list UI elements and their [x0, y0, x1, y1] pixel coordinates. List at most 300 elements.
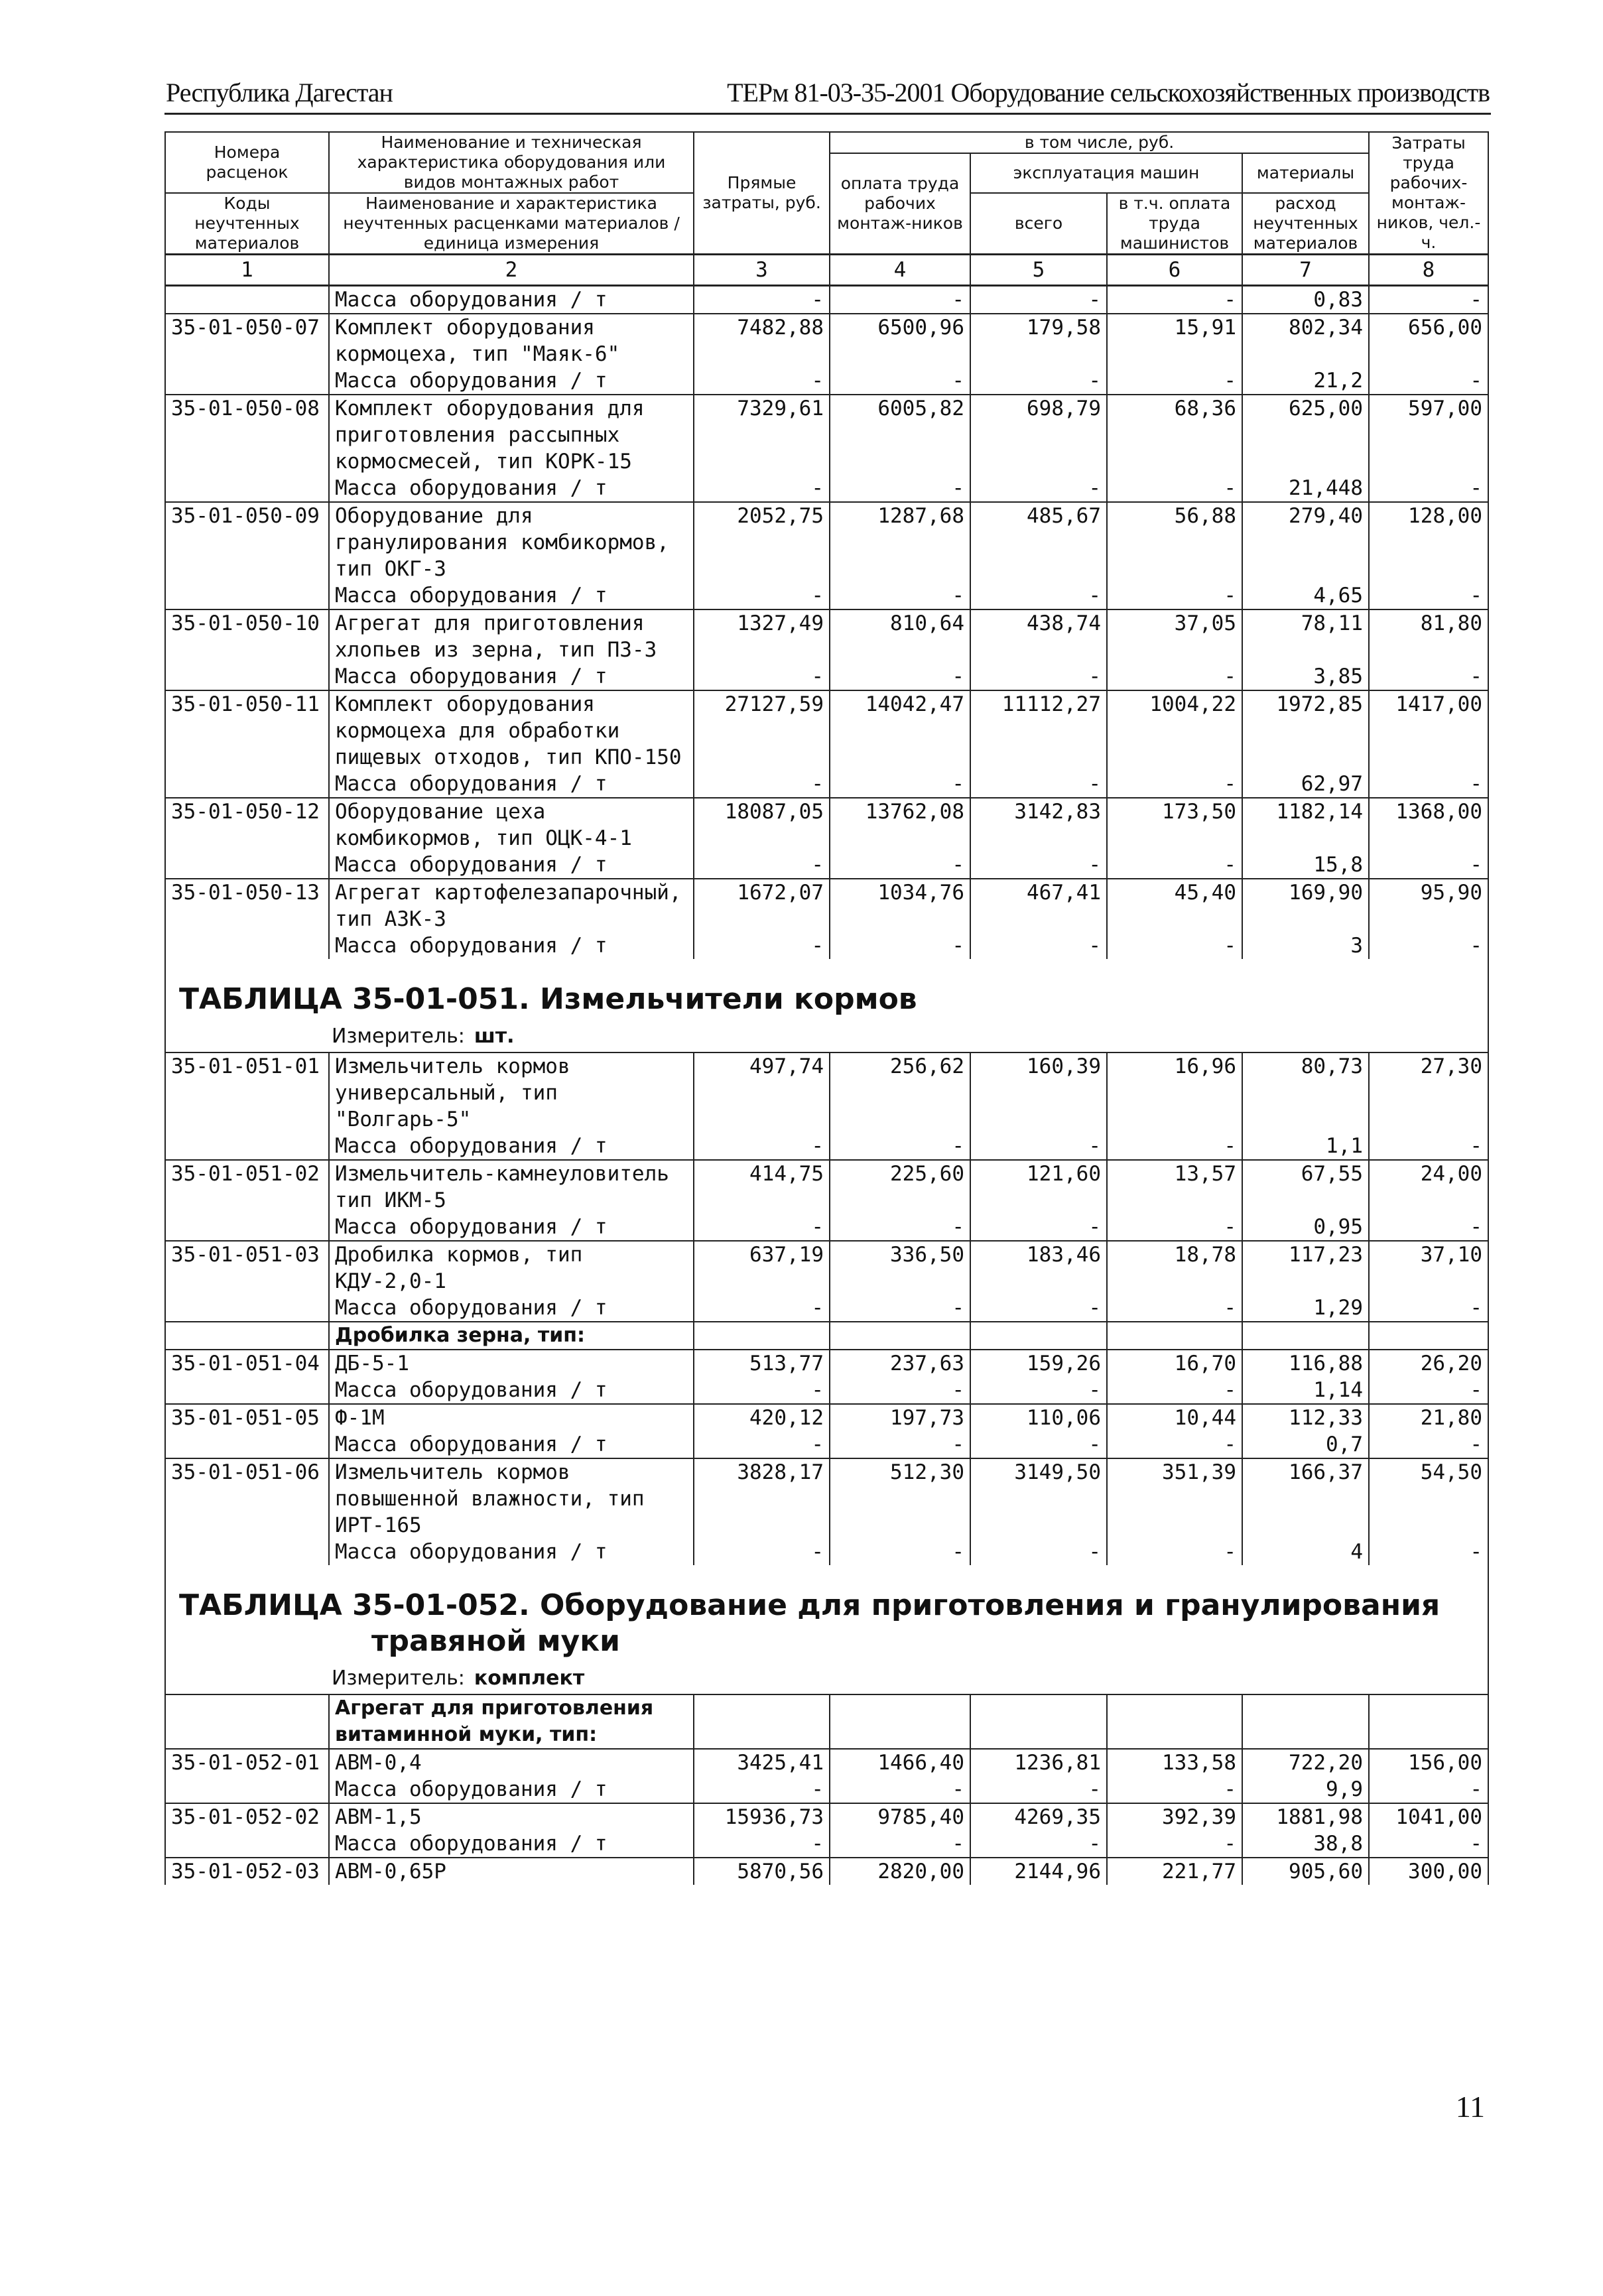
- rate-code: 35-01-050-11: [165, 690, 329, 771]
- table-row: [165, 502, 1488, 582]
- mass-value: 0,83: [1242, 286, 1369, 314]
- mass-value: 38,8: [1242, 1830, 1369, 1858]
- rate-code: 35-01-051-04: [165, 1350, 329, 1377]
- worker-pay-value: 1287,68: [830, 502, 970, 582]
- cell-dash: -: [694, 1830, 830, 1858]
- labor-hours-value: 1368,00: [1369, 798, 1488, 852]
- rate-code: 35-01-052-02: [165, 1803, 329, 1830]
- worker-pay-value: 2820,00: [830, 1858, 970, 1885]
- machines-total-value: 4269,35: [970, 1803, 1107, 1830]
- table-row: [165, 1241, 1488, 1295]
- mass-row: [165, 582, 1488, 609]
- machinist-pay-value: 133,58: [1107, 1749, 1242, 1776]
- item-name: Комплект оборудования кормоцеха, тип "Маяк-6": [329, 314, 694, 367]
- cell-dash: -: [830, 1377, 970, 1404]
- cell-dash: -: [694, 932, 830, 959]
- cell-dash: -: [970, 1133, 1107, 1160]
- mass-label: Масса оборудования / т: [329, 1295, 694, 1322]
- cell-dash: -: [1107, 1431, 1242, 1458]
- cell-dash: -: [1369, 1539, 1488, 1565]
- machines-total-value: 121,60: [970, 1160, 1107, 1214]
- mass-value: 21,2: [1242, 367, 1369, 395]
- direct-costs-value: 497,74: [694, 1052, 830, 1133]
- col-group-machines: эксплуатация машин: [970, 153, 1242, 193]
- empty-cell: [1242, 1322, 1369, 1350]
- empty-cell: [165, 1133, 329, 1160]
- cell-dash: -: [694, 286, 830, 314]
- direct-costs-value: 513,77: [694, 1350, 830, 1377]
- table-row: [165, 690, 1488, 771]
- cell-dash: -: [1369, 663, 1488, 690]
- cell-dash: -: [694, 1214, 830, 1241]
- mass-row: [165, 663, 1488, 690]
- subheading-row: [165, 1322, 1488, 1350]
- rate-code: 35-01-050-12: [165, 798, 329, 852]
- cell-dash: -: [970, 1377, 1107, 1404]
- unit-row: [165, 1663, 1488, 1694]
- rate-code: 35-01-050-07: [165, 314, 329, 367]
- mass-row: [165, 1133, 1488, 1160]
- worker-pay-value: 256,62: [830, 1052, 970, 1133]
- mass-label: Масса оборудования / т: [329, 771, 694, 798]
- empty-cell: [1369, 1694, 1488, 1749]
- empty-cell: [694, 1322, 830, 1350]
- labor-hours-value: 21,80: [1369, 1404, 1488, 1431]
- cell-dash: -: [970, 1539, 1107, 1565]
- materials-value: 722,20: [1242, 1749, 1369, 1776]
- materials-value: 166,37: [1242, 1458, 1369, 1539]
- cell-dash: -: [1369, 771, 1488, 798]
- cell-dash: -: [830, 286, 970, 314]
- page-header: [164, 72, 1491, 115]
- machinist-pay-value: 37,05: [1107, 609, 1242, 663]
- mass-row: [165, 771, 1488, 798]
- empty-cell: [694, 1694, 830, 1749]
- direct-costs-value: 414,75: [694, 1160, 830, 1214]
- worker-pay-value: 336,50: [830, 1241, 970, 1295]
- mass-value: 9,9: [1242, 1776, 1369, 1803]
- cell-dash: -: [830, 1214, 970, 1241]
- table-row: [165, 1858, 1488, 1885]
- labor-hours-value: 37,10: [1369, 1241, 1488, 1295]
- cell-dash: -: [694, 1133, 830, 1160]
- cell-dash: -: [1369, 475, 1488, 502]
- mass-label: Масса оборудования / т: [329, 475, 694, 502]
- direct-costs-value: 18087,05: [694, 798, 830, 852]
- cell-dash: -: [830, 1295, 970, 1322]
- materials-value: 625,00: [1242, 395, 1369, 475]
- worker-pay-value: 512,30: [830, 1458, 970, 1539]
- cell-dash: -: [1107, 1377, 1242, 1404]
- mass-value: 1,29: [1242, 1295, 1369, 1322]
- cell-dash: -: [970, 475, 1107, 502]
- labor-hours-value: 81,80: [1369, 609, 1488, 663]
- machinist-pay-value: 351,39: [1107, 1458, 1242, 1539]
- cell-dash: -: [694, 1377, 830, 1404]
- rate-code: 35-01-051-01: [165, 1052, 329, 1133]
- cell-dash: -: [694, 1295, 830, 1322]
- machines-total-value: 183,46: [970, 1241, 1107, 1295]
- unit-row: [165, 1021, 1488, 1052]
- machinist-pay-value: 13,57: [1107, 1160, 1242, 1214]
- item-name: Измельчитель-камнеуловитель тип ИКМ-5: [329, 1160, 694, 1214]
- worker-pay-value: 14042,47: [830, 690, 970, 771]
- cell-dash: -: [830, 1776, 970, 1803]
- mass-label: Масса оборудования / т: [329, 1776, 694, 1803]
- table-row: [165, 395, 1488, 475]
- mass-value: 15,8: [1242, 852, 1369, 879]
- column-number: 3: [694, 255, 830, 286]
- rate-code: 35-01-050-08: [165, 395, 329, 475]
- col-machinist-pay: в т.ч. оплата труда машинистов: [1107, 193, 1242, 255]
- mass-row: [165, 1830, 1488, 1858]
- cell-dash: -: [1107, 1776, 1242, 1803]
- col-machines-total: всего: [970, 193, 1107, 255]
- labor-hours-value: 27,30: [1369, 1052, 1488, 1133]
- mass-row: [165, 1539, 1488, 1565]
- materials-value: 169,90: [1242, 879, 1369, 932]
- cell-dash: -: [970, 582, 1107, 609]
- rate-code: 35-01-051-05: [165, 1404, 329, 1431]
- machines-total-value: 160,39: [970, 1052, 1107, 1133]
- col-group-including: в том числе, руб.: [830, 132, 1369, 153]
- direct-costs-value: 2052,75: [694, 502, 830, 582]
- mass-value: 3,85: [1242, 663, 1369, 690]
- direct-costs-value: 1672,07: [694, 879, 830, 932]
- cell-dash: -: [830, 771, 970, 798]
- table-title-line: ТАБЛИЦА 35-01-052. Оборудование для приготовления и гранулирования: [179, 1588, 1441, 1622]
- col-rate-number: Номера расценок: [165, 132, 329, 193]
- subheading-row: [165, 1694, 1488, 1749]
- mass-label: Масса оборудования / т: [329, 1214, 694, 1241]
- cell-dash: -: [1369, 1377, 1488, 1404]
- empty-cell: [165, 582, 329, 609]
- direct-costs-value: 637,19: [694, 1241, 830, 1295]
- item-name: Оборудование цеха комбикормов, тип ОЦК-4-1: [329, 798, 694, 852]
- mass-value: 21,448: [1242, 475, 1369, 502]
- machines-total-value: 3149,50: [970, 1458, 1107, 1539]
- cell-dash: -: [1107, 1539, 1242, 1565]
- cell-dash: -: [830, 1830, 970, 1858]
- cell-dash: -: [1369, 1295, 1488, 1322]
- empty-cell: [830, 1694, 970, 1749]
- machines-total-value: 110,06: [970, 1404, 1107, 1431]
- cell-dash: -: [694, 582, 830, 609]
- worker-pay-value: 197,73: [830, 1404, 970, 1431]
- rate-code: 35-01-051-03: [165, 1241, 329, 1295]
- table-row: [165, 798, 1488, 852]
- unit-cell: [165, 1021, 1488, 1052]
- materials-value: 117,23: [1242, 1241, 1369, 1295]
- cell-dash: -: [970, 852, 1107, 879]
- worker-pay-value: 225,60: [830, 1160, 970, 1214]
- mass-label: Масса оборудования / т: [329, 1539, 694, 1565]
- cell-dash: -: [970, 771, 1107, 798]
- cell-dash: -: [1107, 771, 1242, 798]
- rates-table: [164, 131, 1489, 1885]
- table-row: [165, 879, 1488, 932]
- cell-dash: -: [830, 852, 970, 879]
- mass-value: 1,14: [1242, 1377, 1369, 1404]
- labor-hours-value: 1041,00: [1369, 1803, 1488, 1830]
- labor-hours-value: 128,00: [1369, 502, 1488, 582]
- mass-row: [165, 286, 1488, 314]
- mass-value: 4: [1242, 1539, 1369, 1565]
- item-name: Измельчитель кормов повышенной влажности, тип ИРТ-165: [329, 1458, 694, 1539]
- labor-hours-value: 156,00: [1369, 1749, 1488, 1776]
- machinist-pay-value: 16,96: [1107, 1052, 1242, 1133]
- item-name: Ф-1М: [329, 1404, 694, 1431]
- cell-dash: -: [1107, 932, 1242, 959]
- col-labor-hours: Затраты труда рабочих-монтаж-ников, чел.-ч.: [1369, 132, 1488, 255]
- col-group-materials: материалы: [1242, 153, 1369, 193]
- machines-total-value: 159,26: [970, 1350, 1107, 1377]
- cell-dash: -: [694, 475, 830, 502]
- worker-pay-value: 6005,82: [830, 395, 970, 475]
- item-name: ДБ-5-1: [329, 1350, 694, 1377]
- machines-total-value: 11112,27: [970, 690, 1107, 771]
- machinist-pay-value: 10,44: [1107, 1404, 1242, 1431]
- worker-pay-value: 237,63: [830, 1350, 970, 1377]
- cell-dash: -: [830, 663, 970, 690]
- labor-hours-value: 597,00: [1369, 395, 1488, 475]
- empty-cell: [1107, 1322, 1242, 1350]
- cell-dash: -: [1369, 1431, 1488, 1458]
- mass-row: [165, 475, 1488, 502]
- empty-cell: [165, 1377, 329, 1404]
- mass-label: Масса оборудования / т: [329, 1830, 694, 1858]
- cell-dash: -: [970, 1776, 1107, 1803]
- cell-dash: -: [1369, 1830, 1488, 1858]
- direct-costs-value: 3828,17: [694, 1458, 830, 1539]
- header-region: Республика Дагестан: [166, 78, 393, 107]
- cell-dash: -: [830, 1133, 970, 1160]
- direct-costs-value: 1327,49: [694, 609, 830, 663]
- item-name: Агрегат картофелезапарочный, тип АЗК-3: [329, 879, 694, 932]
- item-name: АВМ-0,65Р: [329, 1858, 694, 1885]
- machinist-pay-value: 1004,22: [1107, 690, 1242, 771]
- table-header: [165, 132, 1488, 286]
- table-row: [165, 609, 1488, 663]
- rate-code: 35-01-050-13: [165, 879, 329, 932]
- cell-dash: -: [1369, 852, 1488, 879]
- labor-hours-value: 300,00: [1369, 1858, 1488, 1885]
- item-name: Дробилка кормов, тип КДУ-2,0-1: [329, 1241, 694, 1295]
- worker-pay-value: 13762,08: [830, 798, 970, 852]
- cell-dash: -: [830, 582, 970, 609]
- cell-dash: -: [1369, 932, 1488, 959]
- col-worker-pay: оплата труда рабочих монтаж-ников: [830, 153, 970, 255]
- cell-dash: -: [970, 932, 1107, 959]
- empty-cell: [165, 475, 329, 502]
- mass-label: Масса оборудования / т: [329, 367, 694, 395]
- item-name: Оборудование для гранулирования комбикормов, тип ОКГ-3: [329, 502, 694, 582]
- mass-row: [165, 1431, 1488, 1458]
- column-number: 6: [1107, 255, 1242, 286]
- cell-dash: -: [830, 932, 970, 959]
- column-number: 5: [970, 255, 1107, 286]
- rate-code: 35-01-050-09: [165, 502, 329, 582]
- worker-pay-value: 1034,76: [830, 879, 970, 932]
- unit-value: комплект: [474, 1667, 585, 1690]
- cell-dash: -: [1107, 1214, 1242, 1241]
- cell-dash: -: [970, 1295, 1107, 1322]
- materials-value: 80,73: [1242, 1052, 1369, 1133]
- table-title-row: [165, 1565, 1488, 1663]
- mass-label: Масса оборудования / т: [329, 932, 694, 959]
- direct-costs-value: 7329,61: [694, 395, 830, 475]
- empty-cell: [1242, 1694, 1369, 1749]
- unit-label: Измеритель:: [332, 1025, 465, 1048]
- item-name: АВМ-0,4: [329, 1749, 694, 1776]
- mass-label: Масса оборудования / т: [329, 582, 694, 609]
- empty-cell: [165, 852, 329, 879]
- machines-total-value: 1236,81: [970, 1749, 1107, 1776]
- rates-table-wrapper: [164, 131, 1491, 1885]
- empty-cell: [165, 1830, 329, 1858]
- machines-total-value: 467,41: [970, 879, 1107, 932]
- direct-costs-value: 7482,88: [694, 314, 830, 367]
- item-name: Агрегат для приготовления хлопьев из зерна, тип ПЗ-3: [329, 609, 694, 663]
- direct-costs-value: 3425,41: [694, 1749, 830, 1776]
- empty-cell: [165, 1694, 329, 1749]
- cell-dash: -: [830, 1539, 970, 1565]
- empty-cell: [1369, 1322, 1488, 1350]
- item-name: АВМ-1,5: [329, 1803, 694, 1830]
- empty-cell: [1107, 1694, 1242, 1749]
- cell-dash: -: [1369, 582, 1488, 609]
- materials-value: 116,88: [1242, 1350, 1369, 1377]
- materials-value: 1182,14: [1242, 798, 1369, 852]
- empty-cell: [165, 663, 329, 690]
- rate-code: 35-01-050-10: [165, 609, 329, 663]
- labor-hours-value: 26,20: [1369, 1350, 1488, 1377]
- direct-costs-value: 5870,56: [694, 1858, 830, 1885]
- table-row: [165, 314, 1488, 367]
- cell-dash: -: [970, 286, 1107, 314]
- materials-value: 78,11: [1242, 609, 1369, 663]
- page-number: 11: [1455, 2090, 1485, 2124]
- cell-dash: -: [694, 663, 830, 690]
- labor-hours-value: 24,00: [1369, 1160, 1488, 1214]
- cell-dash: -: [1107, 852, 1242, 879]
- table-row: [165, 1052, 1488, 1133]
- unit-label: Измеритель:: [332, 1667, 465, 1690]
- machines-total-value: 485,67: [970, 502, 1107, 582]
- labor-hours-value: 656,00: [1369, 314, 1488, 367]
- cell-dash: -: [694, 1431, 830, 1458]
- table-title-line: травяной муки: [371, 1624, 620, 1658]
- cell-dash: -: [830, 1431, 970, 1458]
- machines-total-value: 179,58: [970, 314, 1107, 367]
- table-row: [165, 1803, 1488, 1830]
- worker-pay-value: 810,64: [830, 609, 970, 663]
- machinist-pay-value: 173,50: [1107, 798, 1242, 852]
- materials-value: 279,40: [1242, 502, 1369, 582]
- mass-row: [165, 367, 1488, 395]
- empty-cell: [165, 1295, 329, 1322]
- empty-cell: [970, 1694, 1107, 1749]
- table-row: [165, 1160, 1488, 1214]
- table-row: [165, 1749, 1488, 1776]
- cell-dash: -: [1107, 582, 1242, 609]
- worker-pay-value: 1466,40: [830, 1749, 970, 1776]
- item-name: Комплект оборудования кормоцеха для обработки пищевых отходов, тип КПО-150: [329, 690, 694, 771]
- mass-value: 0,95: [1242, 1214, 1369, 1241]
- table-title: [165, 959, 1488, 1021]
- column-number: 7: [1242, 255, 1369, 286]
- item-name: Комплект оборудования для приготовления рассыпных кормосмесей, тип КОРК-15: [329, 395, 694, 475]
- mass-value: 62,97: [1242, 771, 1369, 798]
- cell-dash: -: [694, 1776, 830, 1803]
- cell-dash: -: [694, 1539, 830, 1565]
- cell-dash: -: [970, 1431, 1107, 1458]
- col-material-consumption: расход неучтенных материалов: [1242, 193, 1369, 255]
- direct-costs-value: 420,12: [694, 1404, 830, 1431]
- cell-dash: -: [1107, 1295, 1242, 1322]
- unit-cell: [165, 1663, 1488, 1694]
- cell-dash: -: [1369, 1776, 1488, 1803]
- machinist-pay-value: 15,91: [1107, 314, 1242, 367]
- unit-value: шт.: [474, 1025, 515, 1048]
- cell-dash: -: [1107, 1133, 1242, 1160]
- cell-dash: -: [1107, 1830, 1242, 1858]
- column-number: 4: [830, 255, 970, 286]
- cell-dash: -: [1369, 286, 1488, 314]
- mass-row: [165, 1776, 1488, 1803]
- direct-costs-value: 27127,59: [694, 690, 830, 771]
- materials-value: 112,33: [1242, 1404, 1369, 1431]
- machinist-pay-value: 392,39: [1107, 1803, 1242, 1830]
- rate-code: 35-01-052-01: [165, 1749, 329, 1776]
- mass-row: [165, 852, 1488, 879]
- mass-value: 1,1: [1242, 1133, 1369, 1160]
- cell-dash: -: [1107, 663, 1242, 690]
- table-title: [165, 1565, 1488, 1663]
- cell-dash: -: [970, 663, 1107, 690]
- empty-cell: [165, 1322, 329, 1350]
- col-direct-costs: Прямые затраты, руб.: [694, 132, 830, 255]
- mass-label: Масса оборудования / т: [329, 1431, 694, 1458]
- empty-cell: [165, 1776, 329, 1803]
- materials-value: 67,55: [1242, 1160, 1369, 1214]
- mass-label: Масса оборудования / т: [329, 852, 694, 879]
- rate-code: 35-01-051-06: [165, 1458, 329, 1539]
- machines-total-value: 698,79: [970, 395, 1107, 475]
- mass-row: [165, 1377, 1488, 1404]
- cell-dash: -: [1107, 367, 1242, 395]
- table-row: [165, 1350, 1488, 1377]
- cell-dash: -: [1369, 1133, 1488, 1160]
- col-name: Наименование и техническая характеристика оборудования или видов монтажных работ: [329, 132, 694, 193]
- materials-value: 905,60: [1242, 1858, 1369, 1885]
- cell-dash: -: [1369, 1214, 1488, 1241]
- mass-label: Масса оборудования / т: [329, 286, 694, 314]
- mass-value: 4,65: [1242, 582, 1369, 609]
- materials-value: 802,34: [1242, 314, 1369, 367]
- empty-cell: [830, 1322, 970, 1350]
- labor-hours-value: 95,90: [1369, 879, 1488, 932]
- mass-row: [165, 1295, 1488, 1322]
- machines-total-value: 438,74: [970, 609, 1107, 663]
- column-number: 2: [329, 255, 694, 286]
- machinist-pay-value: 56,88: [1107, 502, 1242, 582]
- mass-label: Масса оборудования / т: [329, 1377, 694, 1404]
- empty-cell: [165, 771, 329, 798]
- table-title-row: [165, 959, 1488, 1021]
- empty-cell: [165, 932, 329, 959]
- cell-dash: -: [970, 1830, 1107, 1858]
